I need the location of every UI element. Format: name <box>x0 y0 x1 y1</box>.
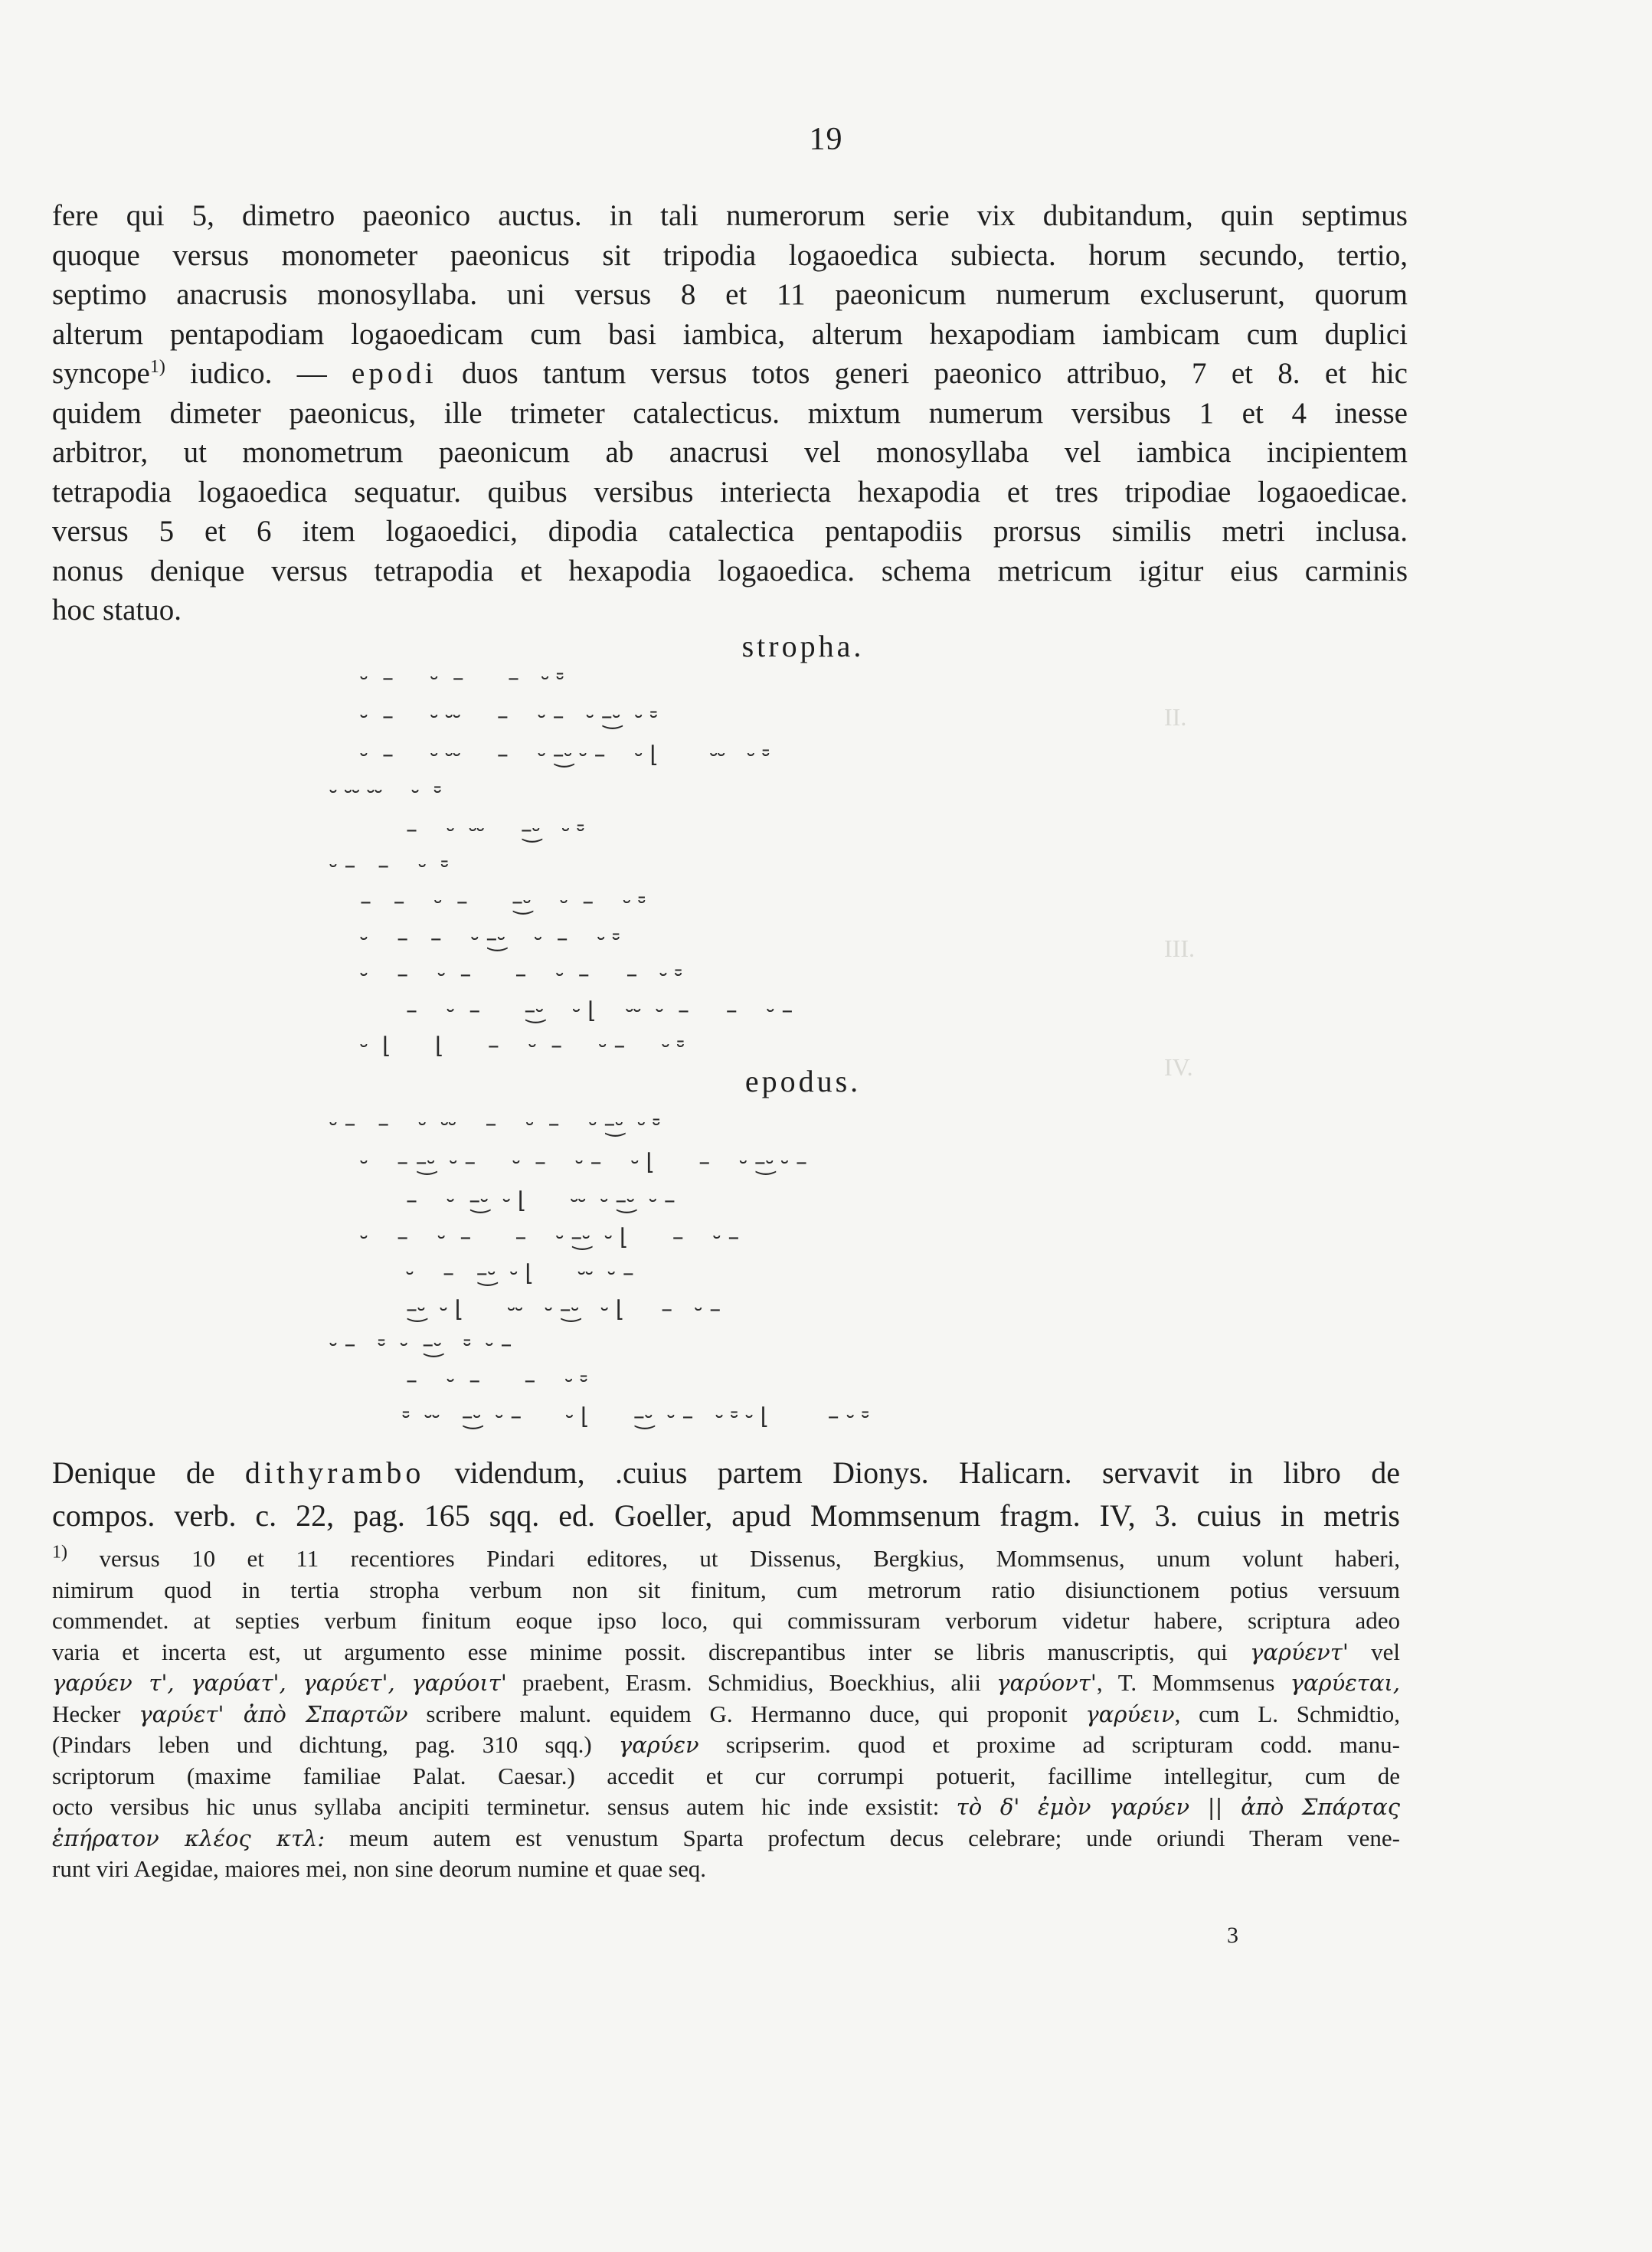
greek-text: γαρύεν <box>618 1732 699 1758</box>
footnote-line: scriptorum (maxime familiae Palat. Caesar.) accedit et cur corrumpi potuerit, facillime intellegitur, cum de <box>52 1762 1400 1789</box>
body-line: versus 5 et 6 item logaoedici, dipodia catalectica pentapodiis prorsus similis metri inclusa. <box>52 515 1408 548</box>
epodus-line: ⏑ – ⏒ ⏑ –͜⏑ ⏒ ⏑ – <box>329 1331 512 1358</box>
greek-text: γαρύεται, <box>1290 1670 1401 1696</box>
spaced-term: dithyrambo <box>244 1455 425 1490</box>
footnote <box>52 1543 1400 1885</box>
stropha-line: ⏑ – – ⏑ ⏒ <box>329 853 449 879</box>
footnote-line: runt viri Aegidae, maiores mei, non sine deorum numine et quae seq. <box>52 1855 706 1882</box>
stropha-line: ⏑ – – ⏑ –͜⏑ ⏑ – ⏑ ⏒ <box>360 925 620 952</box>
epodus-heading: epodus. <box>744 1064 862 1098</box>
text-run: meum autem est venustum Sparta profectum decus celebrare; unde oriundi Theram vene- <box>325 1824 1400 1851</box>
epodus-line: – ⏑ –͜⏑ ⏑ ⌊ ⏑⏑ ⏑ –͜⏑ ⏑ – <box>406 1187 676 1214</box>
stropha-heading: stropha. <box>741 629 865 663</box>
footnote-line <box>52 1668 1400 1699</box>
margin-ghost: IV. <box>1164 1053 1193 1081</box>
stropha-line: ⏑ – ⏑ – – ⏑ ⏒ <box>360 665 564 692</box>
text-run: videndum, .cuius partem Dionys. Halicarn. servavit in libro de <box>424 1455 1401 1490</box>
body-line: nonus denique versus tetrapodia et hexapodia logaoedica. schema metricum igitur eius carminis <box>52 554 1408 588</box>
body-text-run: iudico. — <box>165 357 352 390</box>
greek-text: ἐπήρατον κλέος κτλ: <box>52 1825 325 1851</box>
stropha-line: – ⏑ – –͜⏑ ⏑ ⌊ ⏑⏑ ⏑ – – ⏑ – <box>406 997 793 1024</box>
text-run: Denique de <box>52 1455 245 1490</box>
body-line: hoc statuo. <box>52 594 182 627</box>
footnote-line <box>52 1823 1400 1854</box>
stropha-line: ⏑ – ⏑ ⏑⏑ – ⏑ – ⏑ –͜⏑ ⏑ ⏒ <box>360 703 658 730</box>
footnote-line: commendet. at septies verbum finitum eoque ipso loco, qui commissuram verborum videtur habere, scriptura adeo <box>52 1607 1400 1634</box>
text-run: scripserim. quod et proxime ad scripturam codd. manu- <box>698 1731 1401 1758</box>
body-line: quidem dimeter paeonicus, ille trimeter catalecticus. mixtum numerum versibus 1 et 4 inesse <box>52 396 1408 430</box>
text-run: varia et incerta est, ut argumento esse minime possit. discrepantibus inter se libris manuscriptis, qui <box>52 1638 1251 1665</box>
body-line: fere qui 5, dimetro paeonico auctus. in tali numerorum serie vix dubitandum, quin septimus <box>52 199 1408 232</box>
footnote-line: nimirum quod in tertia stropha verbum non sit finitum, cum metrorum ratio disiunctionem potius versuum <box>52 1576 1400 1603</box>
stropha-line: – – ⏑ – –͜⏑ ⏑ – ⏑ ⏒ <box>360 889 646 915</box>
footnote-line <box>52 1730 1400 1761</box>
denique-paragraph <box>52 1452 1400 1537</box>
page-number: 19 <box>809 122 843 157</box>
margin-ghost: II. <box>1164 703 1187 731</box>
footnote-line <box>52 1543 1400 1575</box>
text-run: vel <box>1348 1638 1400 1665</box>
stropha-line: ⏑ ⏑⏑ ⏑⏑ ⏑ ⏒ <box>329 778 442 805</box>
body-line: tetrapodia logaoedica sequatur. quibus versibus interiecta hexapodia et tres tripodiae logaoedicae. <box>52 475 1408 509</box>
body-line: arbitror, ut monometrum paeonicum ab anacrusi vel monosyllaba vel iambica incipientem <box>52 436 1408 469</box>
greek-text: τὸ δ' ἐμὸν γαρύεν || ἀπὸ Σπάρτας <box>956 1794 1400 1820</box>
epodus-line: ⏑ – – ⏑ ⏑⏑ – ⏑ – ⏑ –͜⏑ ⏑ ⏒ <box>329 1111 660 1137</box>
stropha-line: ⏑ – ⏑ ⏑⏑ – ⏑ –͜⏑ ⏑ – ⏑ ⌊ ⏑⏑ ⏑ ⏒ <box>360 741 770 768</box>
text-run: praebent, Erasm. Schmidius, Boeckhius, alii <box>506 1669 997 1696</box>
greek-text: γαρύεντ' <box>1250 1638 1349 1665</box>
text-run: octo versibus hic unus syllaba ancipiti terminetur. sensus autem hic inde exsistit: <box>52 1793 957 1820</box>
stropha-line: ⏑ ⌊ ⌊ – ⏑ – ⏑ – ⏑ ⏒ <box>360 1033 685 1059</box>
denique-line <box>52 1452 1400 1494</box>
body-line: quoque versus monometer paeonicus sit tripodia logaoedica subiecta. horum secundo, tertio, <box>52 238 1408 272</box>
body-line: septimo anacrusis monosyllaba. uni versus 8 et 11 paeonicum numerum excluserunt, quorum <box>52 278 1408 311</box>
epodus-line: ⏑ – ⏑ – – ⏑ –͜⏑ ⏑ ⌊ – ⏑ – <box>360 1224 740 1251</box>
epodus-line: ⏑ – –͜⏑ ⏑ – ⏑ – ⏑ – ⏑ ⌊ – ⏑ –͜⏑ ⏑ – <box>360 1149 807 1176</box>
text-run: , cum L. Schmidtio, <box>1174 1700 1400 1727</box>
epodus-line: –͜⏑ ⏑ ⌊ ⏑⏑ ⏑ –͜⏑ ⏑ ⌊ – ⏑ – <box>406 1296 721 1323</box>
greek-text: γαρύοντ' <box>996 1670 1097 1696</box>
text-run: versus 10 et 11 recentiores Pindari editores, ut Dissenus, Bergkius, Mommsenus, unum volunt haberi, <box>67 1545 1400 1572</box>
footnote-line <box>52 1699 1400 1730</box>
epodus-line: – ⏑ – – ⏑ ⏒ <box>406 1367 588 1394</box>
text-run: scribere malunt. equidem G. Hermanno duce, qui proponit <box>407 1700 1086 1727</box>
greek-text: γαρύεν τ', γαρύατ', γαρύετ', γαρύοιτ' <box>52 1670 507 1696</box>
greek-text: γαρύετ' ἀπὸ Σπαρτῶν <box>139 1700 408 1727</box>
body-text-run: duos tantum versus totos generi paeonico attribuo, 7 et 8. et hic <box>437 357 1408 390</box>
greek-text: γαρύειν <box>1085 1700 1175 1727</box>
footnote-ref: 1) <box>149 357 165 377</box>
denique-line: compos. verb. c. 22, pag. 165 sqq. ed. Goeller, apud Mommsenum fragm. IV, 3. cuius in metris <box>52 1498 1400 1533</box>
text-run: Hecker <box>52 1700 139 1727</box>
text-run: (Pindars leben und dichtung, pag. 310 sqq.) <box>52 1731 619 1758</box>
body-text-run: syncope <box>52 357 150 390</box>
body-line: alterum pentapodiam logaoedicam cum basi iambica, alterum hexapodiam iambicam cum duplici <box>52 317 1408 351</box>
footnote-marker: 1) <box>52 1542 67 1563</box>
footnote-line <box>52 1792 1400 1823</box>
footnote-line <box>52 1637 1400 1668</box>
epodus-line: ⏑ – –͜⏑ ⏑ ⌊ ⏑⏑ ⏑ – <box>406 1260 634 1287</box>
margin-ghost: III. <box>1164 935 1195 962</box>
spaced-term: epodi <box>352 357 437 390</box>
signature-mark: 3 <box>1227 1923 1238 1948</box>
stropha-line: – ⏑ ⏑⏑ –͜⏑ ⏑ ⏒ <box>406 817 584 843</box>
epodus-line: ⏒ ⏑⏑ –͜⏑ ⏑ – ⏑ ⌊ –͜⏑ ⏑ – ⏑ ⏒ ⏑ ⌊ – ⏑ ⏒ <box>402 1403 869 1430</box>
text-run: , T. Mommsenus <box>1096 1669 1291 1696</box>
stropha-line: ⏑ – ⏑ – – ⏑ – – ⏑ ⏒ <box>360 961 682 988</box>
